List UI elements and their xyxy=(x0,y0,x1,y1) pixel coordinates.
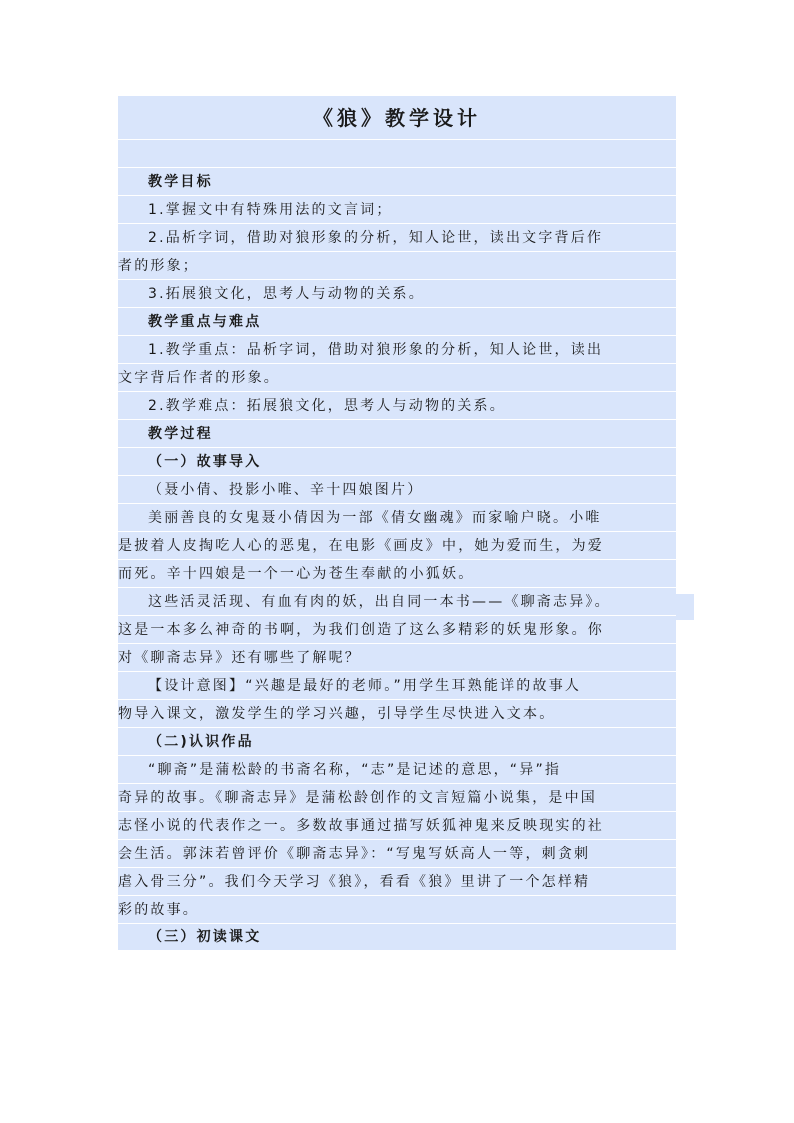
text-line: 1.教学重点：品析字词，借助对狼形象的分析，知人论世，读出 xyxy=(118,336,676,364)
text-line: 美丽善良的女鬼聂小倩因为一部《倩女幽魂》而家喻户晓。小唯 xyxy=(118,504,676,532)
text-line: 文字背后作者的形象。 xyxy=(118,364,676,392)
blank-line xyxy=(118,140,676,168)
text-line: 会生活。郭沫若曾评价《聊斋志异》：“写鬼写妖高人一等，刺贪刺 xyxy=(118,840,676,868)
text-line: 2.品析字词，借助对狼形象的分析，知人论世，读出文字背后作 xyxy=(118,224,676,252)
text-line: 是披着人皮掏吃人心的恶鬼，在电影《画皮》中，她为爱而生，为爱 xyxy=(118,532,676,560)
text-line: 对《聊斋志异》还有哪些了解呢？ xyxy=(118,644,676,672)
subheading-first-reading: （三）初读课文 xyxy=(148,929,262,945)
text-line: 志怪小说的代表作之一。多数故事通过描写妖狐神鬼来反映现实的社 xyxy=(118,812,676,840)
text-line: 物导入课文，激发学生的学习兴趣，引导学生尽快进入文本。 xyxy=(118,700,676,728)
text-line: 虐入骨三分”。我们今天学习《狼》，看看《狼》里讲了一个怎样精 xyxy=(118,868,676,896)
heading-teaching-goals: 教学目标 xyxy=(118,168,676,196)
heading-key-points: 教学重点与难点 xyxy=(118,308,676,336)
text-line: 3.拓展狼文化，思考人与动物的关系。 xyxy=(118,280,676,308)
text-line: 这是一本多么神奇的书啊，为我们创造了这么多精彩的妖鬼形象。你 xyxy=(118,616,676,644)
subheading-story-intro: （一）故事导入 xyxy=(118,448,676,476)
document-title: 《狼》教学设计 xyxy=(118,96,676,140)
highlight-overflow xyxy=(676,594,694,620)
text-line: 奇异的故事。《聊斋志异》是蒲松龄创作的文言短篇小说集，是中国 xyxy=(118,784,676,812)
text-line: 者的形象； xyxy=(118,252,676,280)
text-line: 彩的故事。 xyxy=(118,896,676,924)
text-line: 1.掌握文中有特殊用法的文言词； xyxy=(118,196,676,224)
heading-teaching-process: 教学过程 xyxy=(118,420,676,448)
text-line: 这些活灵活现、有血有肉的妖，出自同一本书——《聊斋志异》。 xyxy=(118,588,676,616)
text-line: “聊斋”是蒲松龄的书斋名称，“志”是记述的意思，“异”指 xyxy=(118,756,676,784)
subheading-know-the-work: （二)认识作品 xyxy=(118,728,676,756)
document-page xyxy=(118,96,676,950)
text-line: 2.教学难点：拓展狼文化，思考人与动物的关系。 xyxy=(118,392,676,420)
design-intent-line: 【设计意图】“兴趣是最好的老师。”用学生耳熟能详的故事人 xyxy=(118,672,676,700)
text-line: 而死。辛十四娘是一个一心为苍生奉献的小狐妖。 xyxy=(118,560,676,588)
text-line: （聂小倩、投影小唯、辛十四娘图片） xyxy=(118,476,676,504)
